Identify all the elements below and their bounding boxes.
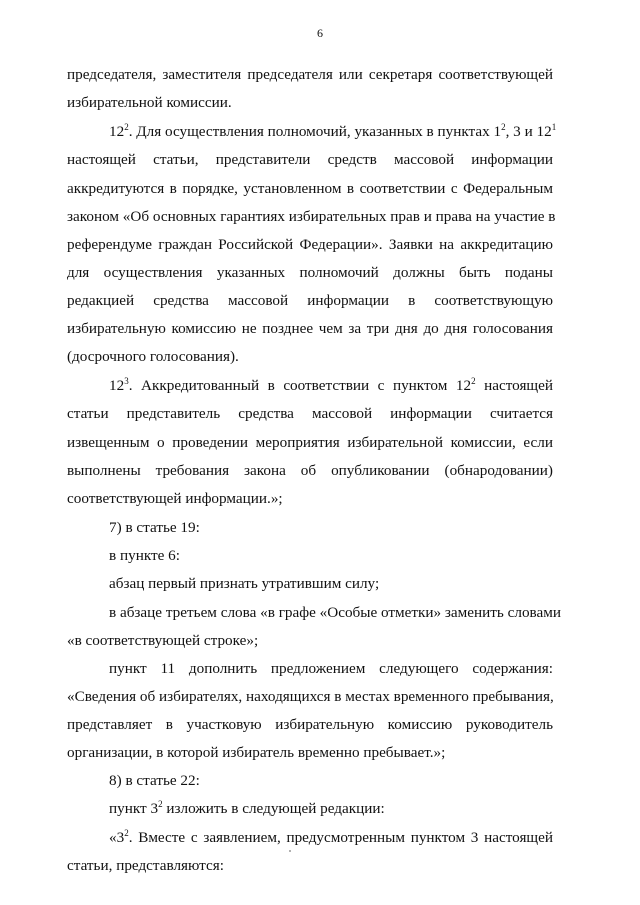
text-line xyxy=(67,688,553,706)
text-segment: настоящей статьи, представители средств массовой информации xyxy=(67,151,553,168)
text-segment: . Вместе с заявлением, предусмотренным пунктом 3 настоящей xyxy=(128,829,553,846)
text-line xyxy=(109,377,553,395)
text-segment: абзац первый признать утратившим силу; xyxy=(109,575,380,592)
text-line xyxy=(67,292,553,310)
text-segment: для осуществления указанных полномочий должны быть поданы xyxy=(67,264,553,281)
text-segment: 12 xyxy=(109,377,125,394)
text-line xyxy=(67,434,553,452)
text-line xyxy=(67,320,553,338)
text-line xyxy=(109,604,561,622)
text-segment: извещенным о проведении мероприятия избирательной комиссии, если xyxy=(67,434,553,451)
text-line xyxy=(67,744,553,762)
page-number: 6 xyxy=(317,26,323,40)
text-line xyxy=(67,208,556,226)
text-segment: редакцией средства массовой информации в соответствующую xyxy=(67,292,553,309)
text-line xyxy=(109,519,553,537)
text-segment: «3 xyxy=(109,829,125,846)
superscript: 3 xyxy=(124,376,129,386)
text-segment: 7) в статье 19: xyxy=(109,519,200,536)
text-segment: референдуме граждан Российской Федерации». Заявки на аккредитацию xyxy=(67,236,553,253)
text-segment: , 3 и 12 xyxy=(505,123,552,140)
text-line xyxy=(109,660,553,678)
text-line xyxy=(67,632,553,650)
superscript: 2 xyxy=(471,376,476,386)
text-segment: представляет в участковую избирательную комиссию руководитель xyxy=(67,716,553,733)
text-line xyxy=(109,829,553,847)
text-line xyxy=(109,575,553,593)
text-segment: председателя, заместителя председателя или секретаря соответствующей xyxy=(67,66,553,83)
text-line xyxy=(67,348,553,366)
superscript: 2 xyxy=(124,122,129,132)
text-segment: (досрочного голосования). xyxy=(67,348,239,365)
text-segment: в пункте 6: xyxy=(109,547,180,564)
text-segment: 8) в статье 22: xyxy=(109,772,200,789)
text-line xyxy=(109,800,553,818)
text-segment: соответствующей информации.»; xyxy=(67,490,283,507)
superscript: 1 xyxy=(551,122,557,132)
text-segment: «Сведения об избирателях, находящихся в местах временного пребывания, xyxy=(67,688,554,705)
text-line xyxy=(67,94,553,112)
text-segment: 12 xyxy=(109,123,125,140)
text-line xyxy=(67,264,553,282)
text-segment: аккредитуются в порядке, установленном в соответствии с Федеральным xyxy=(67,180,553,197)
text-segment: в абзаце третьем слова «в графе «Особые отметки» заменить словами xyxy=(109,604,561,621)
text-line xyxy=(67,857,553,875)
text-segment: пункт 11 дополнить предложением следующего содержания: xyxy=(109,660,553,677)
text-line xyxy=(109,772,553,790)
superscript: 2 xyxy=(501,122,506,132)
text-line xyxy=(67,236,553,254)
text-segment: выполнены требования закона об опубликовании (обнародовании) xyxy=(67,462,553,479)
text-segment: изложить в следующей редакции: xyxy=(162,800,385,817)
text-segment: . Для осуществления полномочий, указанных в пунктах 1 xyxy=(128,123,502,140)
text-segment: «в соответствующей строке»; xyxy=(67,632,259,649)
text-segment: избирательную комиссию не позднее чем за три дня до дня голосования xyxy=(67,320,553,337)
text-segment: . Аккредитованный в соответствии с пунктом 12 xyxy=(128,377,472,394)
scan-speck xyxy=(289,850,291,852)
text-line xyxy=(67,462,553,480)
text-segment: организации, в которой избиратель временно пребывает.»; xyxy=(67,744,446,761)
text-line xyxy=(67,151,553,169)
text-line xyxy=(67,490,553,508)
text-segment: статьи, представляются: xyxy=(67,857,224,874)
text-line xyxy=(67,716,553,734)
text-line xyxy=(67,405,553,423)
text-line xyxy=(109,547,553,565)
text-line xyxy=(67,180,553,198)
text-segment: избирательной комиссии. xyxy=(67,94,232,111)
superscript: 2 xyxy=(124,828,129,838)
text-segment: пункт 3 xyxy=(109,800,159,817)
superscript: 2 xyxy=(158,799,163,809)
text-segment: настоящей xyxy=(475,377,554,394)
text-segment: статьи представитель средства массовой информации считается xyxy=(67,405,553,422)
text-line xyxy=(109,122,557,141)
text-segment: законом «Об основных гарантиях избирательных прав и права на участие в xyxy=(67,208,556,225)
text-line xyxy=(67,66,553,84)
